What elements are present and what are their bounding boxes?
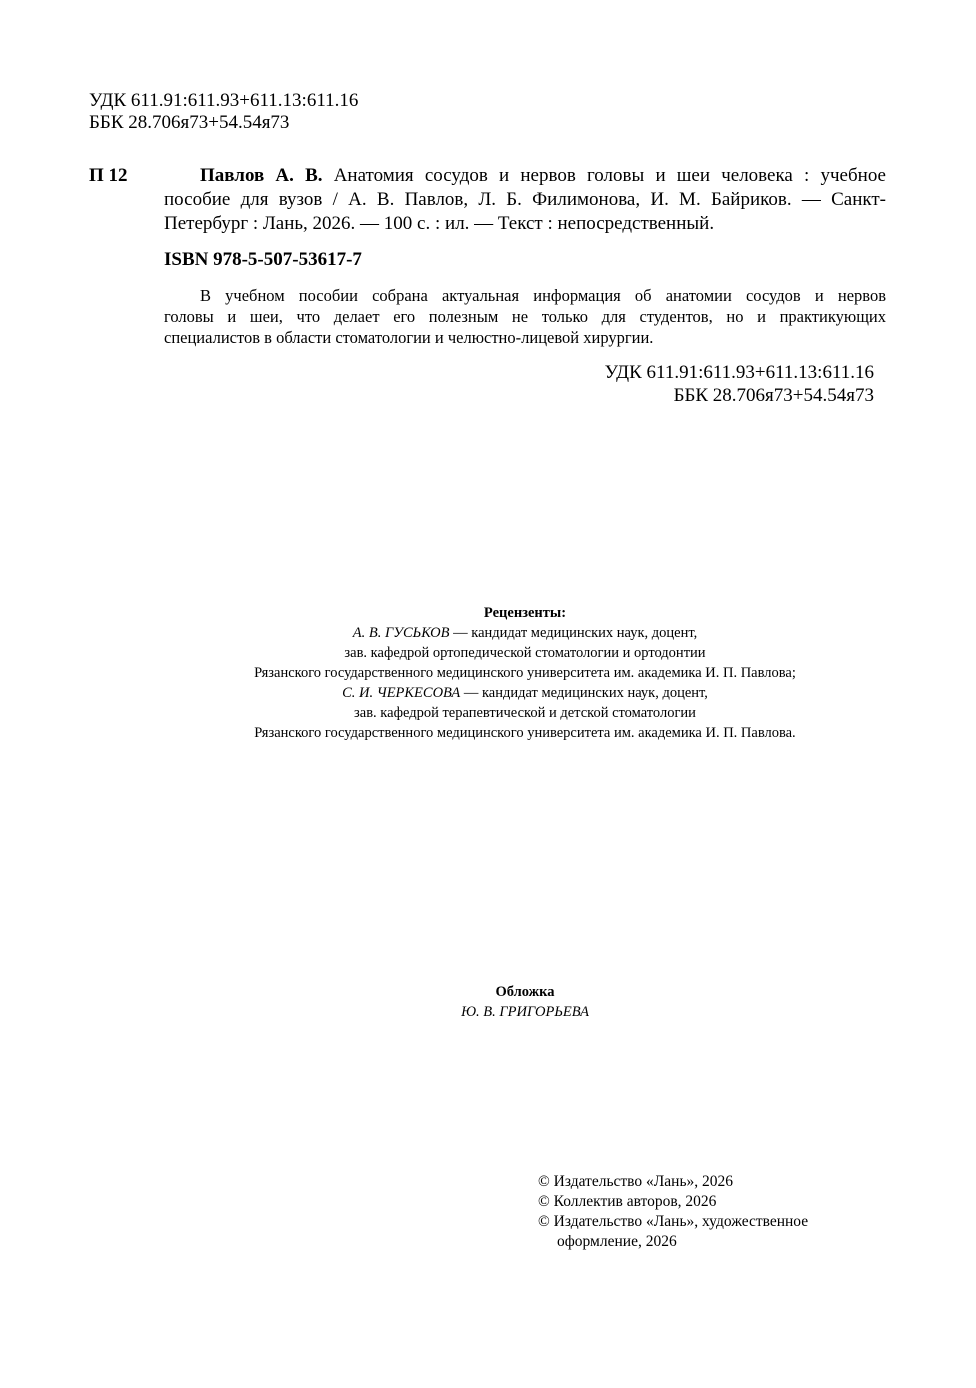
reviewer-1-affiliation: Рязанского государственного медицинского университета им. академика И. П. Павлова; (254, 665, 796, 681)
top-bbk-code: ББК 28.706я73+54.54я73 (89, 112, 290, 133)
annotation-line-2: головы и шеи, что делает его полезным не только для студентов, но и практикующих (164, 307, 886, 326)
copyright-line-4: оформление, 2026 (557, 1233, 677, 1250)
reviewer-1-position: зав. кафедрой ортопедической стоматологии и ортодонтии (344, 645, 706, 661)
entry-title: Анатомия сосудов и нервов головы и шеи человека : учебное (333, 165, 886, 186)
reviewers-block (100, 603, 950, 743)
bibliographic-entry (164, 164, 886, 236)
reviewer-2-name: С. И. ЧЕРКЕСОВА (342, 685, 461, 701)
top-classification (89, 90, 358, 134)
reviewer-2-line (100, 683, 950, 703)
entry-author: Павлов А. В. (200, 165, 323, 186)
reviewer-2-affiliation: Рязанского государственного медицинского университета им. академика И. П. Павлова. (254, 725, 796, 741)
bottom-udk-code: УДК 611.91:611.93+611.13:611.16 (604, 362, 874, 383)
copyright-line-1: © Издательство «Лань», 2026 (538, 1173, 734, 1190)
annotation-line-1: В учебном пособии собрана актуальная информация об анатомии сосудов и нервов (200, 286, 886, 305)
copyright-line-2: © Коллектив авторов, 2026 (538, 1193, 717, 1210)
entry-line-2: пособие для вузов / А. В. Павлов, Л. Б. Филимонова, И. М. Байриков. — Санкт- (164, 189, 886, 210)
bottom-bbk-code: ББК 28.706я73+54.54я73 (673, 385, 874, 406)
reviewers-heading: Рецензенты: (483, 605, 567, 621)
cover-designer: Ю. В. ГРИГОРЬЕВА (461, 1004, 589, 1020)
top-udk-code: УДК 611.91:611.93+611.13:611.16 (89, 90, 359, 111)
bottom-classification (605, 361, 874, 407)
reviewer-1-name: А. В. ГУСЬКОВ (352, 625, 450, 641)
entry-line-1 (164, 164, 886, 188)
reviewer-2-position: зав. кафедрой терапевтической и детской стоматологии (354, 705, 696, 721)
copyright-line-3: © Издательство «Лань», художественное (538, 1213, 809, 1230)
reviewer-1-line (100, 623, 950, 643)
entry-line-3: Петербург : Лань, 2026. — 100 с. : ил. — Текст : непосредственный. (164, 213, 715, 234)
annotation-line-3: специалистов в области стоматологии и челюстно-лицевой хирургии. (164, 328, 654, 347)
annotation (164, 285, 886, 348)
copyright-block (538, 1172, 808, 1252)
reviewer-1-title: — кандидат медицинских наук, доцент, (449, 625, 698, 641)
cover-heading: Обложка (495, 984, 555, 1000)
isbn: ISBN 978-5-507-53617-7 (164, 249, 362, 270)
author-mark: П 12 (89, 165, 128, 186)
reviewer-2-title: — кандидат медицинских наук, доцент, (460, 685, 708, 701)
cover-block (100, 982, 950, 1022)
